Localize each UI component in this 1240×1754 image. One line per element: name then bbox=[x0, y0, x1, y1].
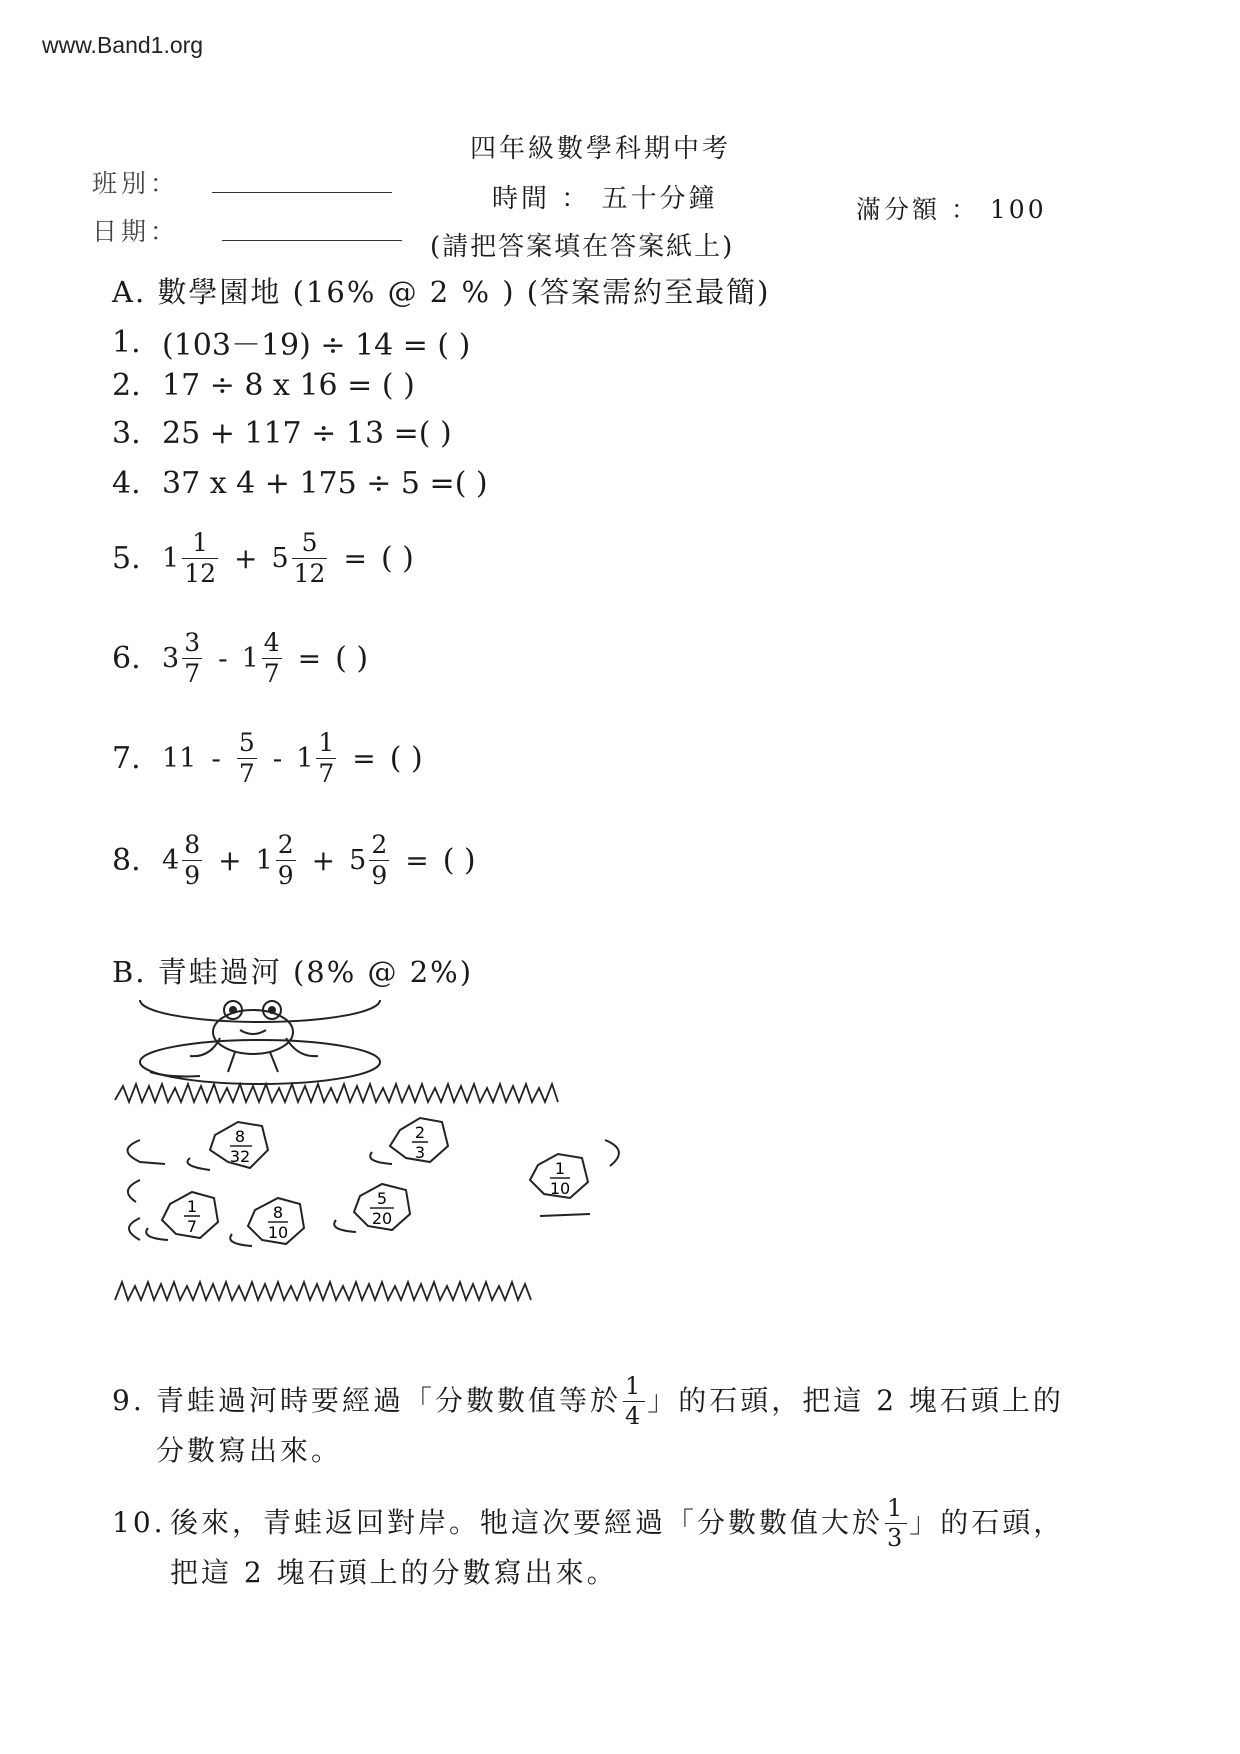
answer-blank: ( ) bbox=[442, 843, 476, 879]
question-number: 10. bbox=[112, 1506, 166, 1540]
whole-number: 11 bbox=[162, 743, 197, 775]
numerator: 5 bbox=[238, 728, 255, 757]
stone-denominator: 3 bbox=[414, 1143, 426, 1162]
stone-denominator: 10 bbox=[549, 1179, 571, 1198]
question-expression: 37 x 4 + 175 ÷ 5 =( ) bbox=[162, 466, 488, 501]
frog-icon bbox=[140, 1000, 380, 1084]
class-line bbox=[212, 192, 392, 193]
mixed-number bbox=[256, 832, 298, 890]
question-number: 9. bbox=[112, 1384, 145, 1418]
whole-part: 3 bbox=[162, 643, 180, 675]
operator: - bbox=[218, 642, 228, 676]
section-b-title: B. 青蛙過河 (8% @ 2%) bbox=[112, 955, 474, 989]
section-a-title: A. 數學園地 (16% @ 2 % ) (答案需約至最簡) bbox=[112, 275, 771, 309]
frog-river-illustration bbox=[110, 1000, 710, 1330]
whole-part: 5 bbox=[349, 845, 367, 877]
question-6 bbox=[112, 630, 368, 688]
question-2 bbox=[112, 368, 415, 403]
stone-numerator: 1 bbox=[186, 1197, 198, 1216]
whole-part: 4 bbox=[162, 845, 180, 877]
stone-1 bbox=[188, 1122, 269, 1170]
whole-part: 5 bbox=[271, 543, 289, 575]
question-4 bbox=[112, 466, 488, 501]
question-text: 青蛙過河時要經過「分數數值等於 bbox=[156, 1384, 622, 1418]
question-8 bbox=[112, 832, 476, 890]
question-expression: 25 + 117 ÷ 13 =( ) bbox=[162, 416, 452, 451]
fraction bbox=[182, 832, 202, 890]
date-line bbox=[222, 240, 402, 241]
grass-bottom bbox=[115, 1282, 531, 1300]
denominator: 9 bbox=[184, 861, 201, 891]
question-number: 2. bbox=[112, 368, 141, 403]
mixed-number bbox=[162, 630, 204, 688]
stone-4 bbox=[146, 1192, 218, 1240]
question-9 bbox=[112, 1374, 1064, 1474]
answer-blank: ( ) bbox=[389, 741, 423, 777]
question-text: 後來，青蛙返回對岸。牠這次要經過「分數數值大於 bbox=[170, 1506, 884, 1540]
numerator: 5 bbox=[301, 528, 318, 557]
numerator: 2 bbox=[277, 830, 294, 859]
answer-blank: ( ) bbox=[335, 641, 369, 677]
question-1 bbox=[112, 320, 470, 364]
class-label: 班別： bbox=[92, 169, 180, 198]
denominator: 9 bbox=[371, 861, 388, 891]
equals-sign: = bbox=[352, 742, 376, 776]
numerator: 1 bbox=[887, 1494, 906, 1522]
whole-part: 1 bbox=[162, 543, 180, 575]
denominator: 12 bbox=[293, 559, 326, 589]
denominator: 7 bbox=[184, 659, 201, 689]
whole-part: 1 bbox=[296, 743, 314, 775]
operator: + bbox=[311, 844, 336, 878]
watermark-url: www.Band1.org bbox=[42, 32, 204, 58]
question-expression: (103－19) ÷ 14 = ( ) bbox=[162, 328, 471, 363]
denominator: 7 bbox=[238, 759, 255, 789]
question-number: 1. bbox=[112, 324, 141, 360]
whole-part: 1 bbox=[241, 643, 259, 675]
question-expression: 17 ÷ 8 x 16 = ( ) bbox=[162, 368, 415, 403]
denominator: 4 bbox=[625, 1402, 644, 1431]
answer-blank: ( ) bbox=[380, 541, 414, 577]
question-number: 7. bbox=[112, 741, 141, 777]
question-number: 8. bbox=[112, 843, 141, 879]
stone-denominator: 10 bbox=[267, 1223, 289, 1242]
operator: - bbox=[272, 742, 283, 776]
question-number: 4. bbox=[112, 466, 141, 501]
fraction bbox=[369, 832, 389, 890]
equals-sign: = bbox=[297, 642, 322, 676]
whole-part: 1 bbox=[255, 845, 273, 877]
mixed-number bbox=[162, 832, 204, 890]
stone-denominator: 20 bbox=[371, 1209, 393, 1228]
question-text: 」的石頭， bbox=[909, 1506, 1065, 1540]
denominator: 7 bbox=[318, 759, 335, 789]
operator: + bbox=[234, 542, 258, 576]
numerator: 4 bbox=[263, 628, 280, 657]
denominator: 12 bbox=[184, 559, 216, 589]
fraction bbox=[276, 832, 296, 890]
stone-numerator: 1 bbox=[554, 1159, 566, 1178]
question-5 bbox=[112, 530, 414, 588]
grass-top bbox=[115, 1084, 558, 1102]
question-3 bbox=[112, 416, 452, 451]
numerator: 8 bbox=[184, 830, 201, 859]
stone-numerator: 2 bbox=[414, 1123, 426, 1142]
stone-3 bbox=[530, 1154, 588, 1198]
equals-sign: = bbox=[343, 542, 367, 576]
fraction bbox=[316, 730, 336, 788]
fraction bbox=[182, 530, 218, 588]
numerator: 1 bbox=[625, 1372, 644, 1400]
question-number: 6. bbox=[112, 641, 141, 677]
numerator: 2 bbox=[371, 830, 388, 859]
fraction bbox=[623, 1374, 645, 1429]
stone-6 bbox=[334, 1184, 410, 1232]
fraction bbox=[262, 630, 282, 688]
fraction bbox=[237, 730, 257, 788]
question-number: 5. bbox=[112, 541, 141, 577]
full-score: 滿分額 ： 100 bbox=[856, 195, 1047, 224]
mixed-number bbox=[296, 730, 338, 788]
mixed-number bbox=[162, 530, 220, 588]
stone-denominator: 7 bbox=[186, 1217, 198, 1236]
denominator: 9 bbox=[277, 861, 294, 891]
numerator: 3 bbox=[184, 628, 201, 657]
fraction bbox=[182, 630, 202, 688]
question-10 bbox=[112, 1496, 1064, 1596]
stone-numerator: 5 bbox=[376, 1189, 388, 1208]
fraction bbox=[885, 1496, 907, 1551]
mixed-number bbox=[242, 630, 284, 688]
stone-2 bbox=[370, 1118, 448, 1164]
exam-title: 四年級數學科期中考 bbox=[470, 134, 732, 164]
operator: - bbox=[211, 742, 221, 776]
mixed-number bbox=[349, 832, 391, 890]
mixed-number bbox=[271, 530, 329, 588]
stone-denominator: 32 bbox=[229, 1147, 251, 1166]
exam-duration: 時間 ： 五十分鐘 bbox=[492, 184, 718, 214]
question-text: 」的石頭，把這 2 塊石頭上的 bbox=[647, 1384, 1064, 1418]
question-number: 3. bbox=[112, 416, 141, 451]
instruction: (請把答案填在答案紙上) bbox=[430, 232, 735, 262]
equals-sign: = bbox=[405, 844, 429, 878]
stone-5 bbox=[230, 1198, 304, 1246]
question-text: 把這 2 塊石頭上的分數寫出來。 bbox=[170, 1556, 618, 1590]
numerator: 1 bbox=[318, 728, 335, 757]
stone-numerator: 8 bbox=[234, 1127, 246, 1146]
stone-numerator: 8 bbox=[272, 1203, 284, 1222]
fraction bbox=[292, 530, 328, 588]
date-label: 日期： bbox=[92, 217, 180, 246]
operator: + bbox=[218, 844, 242, 878]
numerator: 1 bbox=[192, 528, 209, 557]
question-7 bbox=[112, 730, 423, 788]
denominator: 7 bbox=[263, 659, 280, 689]
denominator: 3 bbox=[887, 1524, 906, 1553]
question-text: 分數寫出來。 bbox=[156, 1434, 343, 1468]
